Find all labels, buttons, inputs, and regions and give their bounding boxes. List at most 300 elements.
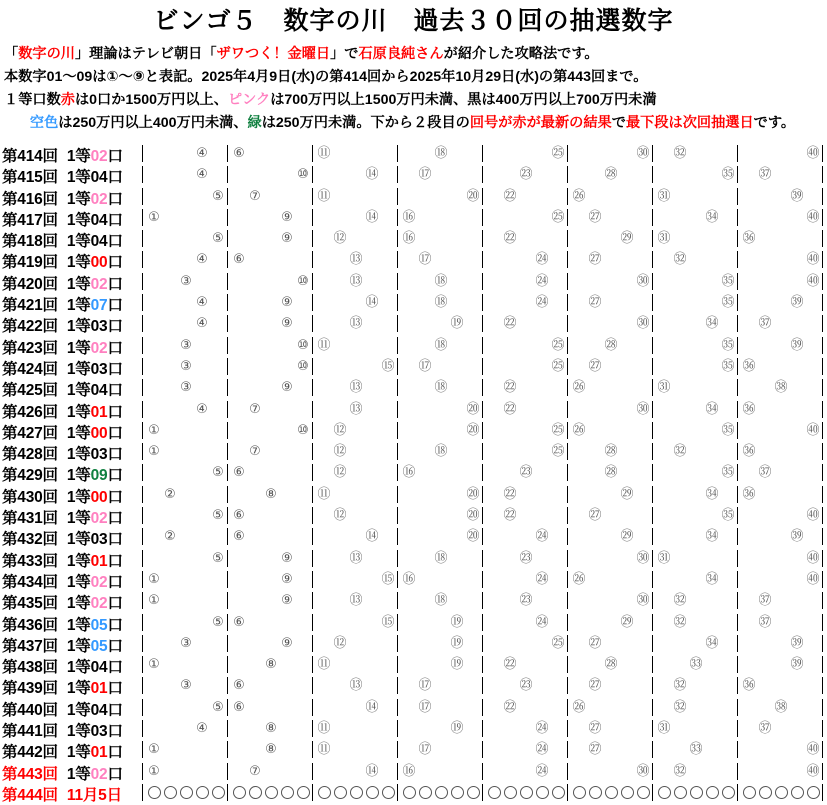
drawn-number: ⑧	[265, 657, 277, 673]
group-separator	[312, 571, 313, 588]
group-separator	[822, 507, 823, 524]
drawn-number: ㉜	[673, 146, 687, 161]
drawn-number: ⑬	[349, 401, 363, 417]
drawn-number: ⑱	[434, 295, 448, 311]
group-separator	[652, 337, 653, 354]
drawn-number: ㉛	[657, 188, 671, 204]
group-separator	[397, 230, 398, 247]
group-separator	[567, 166, 568, 183]
empty-number-circle	[265, 786, 278, 799]
group-separator	[567, 720, 568, 737]
group-separator	[567, 614, 568, 631]
group-separator	[652, 784, 653, 801]
group-separator	[737, 677, 738, 694]
drawn-number: ⑳	[466, 188, 480, 204]
number-strip	[140, 186, 827, 207]
first-prize-value: 03	[90, 318, 108, 336]
first-prize-count	[67, 400, 123, 422]
drawn-number: ㊴	[790, 188, 804, 204]
group-separator	[397, 422, 398, 439]
group-separator	[227, 720, 228, 737]
group-separator	[737, 592, 738, 609]
group-separator	[652, 763, 653, 780]
empty-number-circle	[658, 786, 671, 799]
drawn-number: ㉙	[620, 529, 634, 545]
first-prize-suffix: 口	[107, 680, 123, 698]
drawn-number: ⑥	[233, 252, 245, 268]
group-separator	[652, 614, 653, 631]
drawn-number: ㉕	[551, 337, 565, 353]
group-separator	[312, 486, 313, 503]
drawn-number: ㉒	[503, 231, 517, 247]
drawn-number: ㊲	[758, 465, 772, 481]
first-prize-count	[67, 144, 123, 166]
drawn-number: ③	[180, 678, 192, 694]
first-prize-suffix: 口	[107, 254, 123, 272]
group-separator	[227, 592, 228, 609]
drawn-number: ㉕	[551, 358, 565, 374]
group-separator	[737, 507, 738, 524]
empty-number-circle	[536, 786, 549, 799]
group-separator	[142, 251, 143, 268]
row-label	[2, 676, 140, 698]
drawn-number: ⑨	[281, 635, 293, 651]
draw-number: 第443回	[2, 765, 58, 783]
drawn-number: ㉔	[535, 529, 549, 545]
group-separator	[142, 401, 143, 418]
group-separator	[737, 784, 738, 801]
group-separator	[227, 188, 228, 205]
group-separator	[397, 486, 398, 503]
drawn-number: ⑱	[434, 380, 448, 396]
group-separator	[397, 251, 398, 268]
drawn-number: ⑩	[297, 422, 309, 438]
first-prize-prefix: 1等	[66, 233, 91, 251]
number-strip	[140, 335, 827, 356]
drawn-number: ㉟	[721, 358, 735, 374]
first-prize-count	[67, 165, 123, 187]
drawn-number: ⑪	[317, 146, 331, 161]
group-separator	[227, 358, 228, 375]
drawn-number: ⑯	[402, 571, 416, 587]
drawn-number: ㊴	[790, 529, 804, 545]
group-separator	[652, 677, 653, 694]
drawn-number: ㉖	[572, 422, 586, 438]
first-prize-value: 02	[90, 573, 108, 591]
first-prize-suffix: 口	[107, 403, 123, 421]
drawn-number: ㉝	[689, 657, 703, 673]
first-prize-value: 03	[90, 446, 108, 464]
drawn-number: ⑫	[333, 422, 347, 438]
table-row	[0, 441, 827, 462]
first-prize-value: 01	[90, 744, 108, 762]
group-separator	[142, 528, 143, 545]
note-segment: は0口か1500万円以上、	[74, 92, 228, 109]
group-separator	[142, 592, 143, 609]
number-strip	[140, 739, 827, 760]
first-prize-prefix: 1等	[66, 467, 91, 485]
drawn-number: ㉚	[636, 593, 650, 609]
first-prize-count	[67, 357, 123, 379]
group-separator	[312, 464, 313, 481]
first-prize-prefix: 1等	[66, 488, 91, 506]
group-separator	[312, 209, 313, 226]
group-separator	[312, 251, 313, 268]
group-separator	[397, 145, 398, 162]
first-prize-value: 02	[90, 190, 108, 208]
group-separator	[822, 166, 823, 183]
drawn-number: ⑪	[317, 188, 331, 204]
first-prize-value: 07	[90, 297, 108, 315]
draw-number: 第414回	[2, 148, 58, 165]
drawn-number: ㉟	[721, 422, 735, 438]
group-separator	[227, 763, 228, 780]
drawn-number: ㊵	[806, 763, 820, 779]
group-separator	[142, 763, 143, 780]
drawn-number: ㉟	[721, 337, 735, 353]
drawn-number: ⑪	[317, 486, 331, 502]
drawn-number: ⑩	[297, 337, 309, 353]
drawn-number: ⑬	[349, 550, 363, 566]
note-segment: 「	[202, 46, 217, 63]
drawn-number: ⑳	[466, 422, 480, 438]
first-prize-value: 02	[90, 595, 108, 613]
drawn-number: ㉟	[721, 295, 735, 311]
drawn-number: ㉖	[572, 571, 586, 587]
draw-number: 第422回	[2, 318, 58, 336]
row-label	[2, 144, 140, 166]
group-separator	[312, 507, 313, 524]
group-separator	[482, 337, 483, 354]
group-separator	[567, 337, 568, 354]
drawn-number: ③	[180, 273, 192, 289]
group-separator	[652, 273, 653, 290]
first-prize-count	[67, 591, 123, 613]
group-separator	[737, 635, 738, 652]
drawn-number: ㉗	[588, 295, 602, 311]
row-label	[2, 165, 140, 187]
group-separator	[397, 166, 398, 183]
group-separator	[482, 635, 483, 652]
group-separator	[397, 337, 398, 354]
drawn-number: ㉔	[535, 273, 549, 289]
first-prize-count	[67, 485, 123, 507]
drawn-number: ㉚	[636, 401, 650, 417]
table-row	[0, 569, 827, 590]
empty-number-circle	[419, 786, 432, 799]
group-separator	[737, 741, 738, 758]
first-prize-value: 04	[90, 382, 108, 400]
first-prize-value: 02	[90, 510, 108, 528]
first-prize-suffix: 口	[107, 595, 123, 613]
row-label	[2, 421, 140, 443]
empty-number-circle	[552, 786, 565, 799]
draw-number: 第424回	[2, 360, 58, 378]
group-separator	[567, 592, 568, 609]
group-separator	[142, 188, 143, 205]
row-label	[2, 549, 140, 571]
drawn-number: ㉞	[705, 635, 719, 651]
note-segment: です。	[753, 115, 796, 132]
group-separator	[737, 358, 738, 375]
group-separator	[482, 550, 483, 567]
drawn-number: ㉕	[551, 146, 565, 161]
first-prize-count	[67, 336, 123, 358]
group-separator	[397, 358, 398, 375]
note-segment: 空色	[29, 115, 59, 132]
drawn-number: ⑬	[349, 273, 363, 289]
first-prize-prefix: 1等	[66, 723, 91, 741]
drawn-number: ⑨	[281, 593, 293, 609]
first-prize-count	[67, 250, 123, 272]
row-label	[2, 293, 140, 315]
group-separator	[822, 699, 823, 716]
number-strip	[140, 718, 827, 739]
number-strip	[140, 207, 827, 228]
note-line-3	[4, 89, 821, 112]
group-separator	[227, 422, 228, 439]
next-draw-date: 11月5日	[66, 786, 122, 804]
drawn-number: ⑦	[249, 401, 261, 417]
empty-number-circle	[690, 786, 703, 799]
drawn-number: ㉛	[657, 721, 671, 737]
drawn-number: ①	[148, 657, 160, 673]
drawn-number: ㉕	[551, 635, 565, 651]
drawn-number: ㉔	[535, 721, 549, 737]
drawn-number: ⑳	[466, 529, 480, 545]
group-separator	[312, 614, 313, 631]
group-separator	[227, 315, 228, 332]
number-strip	[140, 590, 827, 611]
group-separator	[652, 166, 653, 183]
number-strip	[140, 228, 827, 249]
drawn-number: ⑨	[281, 295, 293, 311]
row-label	[2, 762, 140, 784]
group-separator	[482, 230, 483, 247]
group-separator	[822, 188, 823, 205]
group-separator	[227, 443, 228, 460]
empty-number-circle	[488, 786, 501, 799]
group-separator	[312, 145, 313, 162]
group-separator	[567, 294, 568, 311]
drawn-number: ⑪	[317, 657, 331, 673]
drawn-number: ④	[196, 252, 208, 268]
table-row	[0, 271, 827, 292]
group-separator	[567, 763, 568, 780]
drawn-number: ⑥	[233, 614, 245, 630]
group-separator	[482, 486, 483, 503]
first-prize-count	[67, 314, 123, 336]
empty-number-circle	[212, 786, 225, 799]
group-separator	[482, 273, 483, 290]
draw-number: 第436回	[2, 616, 58, 634]
row-label	[2, 463, 140, 485]
group-separator	[652, 741, 653, 758]
group-separator	[227, 550, 228, 567]
group-separator	[652, 379, 653, 396]
group-separator	[822, 251, 823, 268]
number-strip	[140, 675, 827, 696]
first-prize-prefix: 1等	[66, 360, 91, 378]
note-segment: 緑	[247, 115, 262, 132]
group-separator	[482, 699, 483, 716]
drawn-number: ⑫	[333, 508, 347, 524]
draw-number: 第433回	[2, 552, 58, 570]
group-separator	[652, 550, 653, 567]
group-separator	[567, 741, 568, 758]
group-separator	[482, 294, 483, 311]
number-strip	[140, 633, 827, 654]
drawn-number: ⑫	[333, 444, 347, 460]
group-separator	[482, 677, 483, 694]
group-separator	[567, 443, 568, 460]
drawn-number: ⑯	[402, 209, 416, 225]
group-separator	[142, 145, 143, 162]
group-separator	[652, 507, 653, 524]
drawn-number: ㉞	[705, 529, 719, 545]
empty-number-circle	[350, 786, 363, 799]
drawn-number: ㉚	[636, 550, 650, 566]
draw-number: 第428回	[2, 446, 58, 464]
draw-number: 第439回	[2, 680, 58, 698]
note-segment: が紹介した攻略法です。	[443, 46, 599, 63]
drawn-number: ⑭	[365, 167, 379, 183]
group-separator	[482, 741, 483, 758]
group-separator	[142, 443, 143, 460]
group-separator	[142, 358, 143, 375]
drawn-number: ⑤	[212, 614, 224, 630]
drawn-number: ⑨	[281, 550, 293, 566]
empty-number-circle	[281, 786, 294, 799]
drawn-number: ⑫	[333, 231, 347, 247]
drawn-number: ㊵	[806, 508, 820, 524]
table-row	[0, 612, 827, 633]
row-label	[2, 570, 140, 592]
number-strip	[140, 292, 827, 313]
empty-number-circle	[403, 786, 416, 799]
group-separator	[397, 656, 398, 673]
drawn-number: ㉙	[620, 486, 634, 502]
empty-number-circle	[573, 786, 586, 799]
drawn-number: ③	[180, 380, 192, 396]
drawn-number: ⑩	[297, 273, 309, 289]
group-separator	[737, 571, 738, 588]
first-prize-count	[67, 634, 123, 656]
empty-number-circle	[318, 786, 331, 799]
group-separator	[142, 230, 143, 247]
note-segment: ピンク	[227, 92, 271, 109]
drawn-number: ㉔	[535, 571, 549, 587]
group-separator	[312, 337, 313, 354]
drawn-number: ㉒	[503, 508, 517, 524]
first-prize-suffix: 口	[107, 552, 123, 570]
group-separator	[397, 592, 398, 609]
empty-number-circle	[451, 786, 464, 799]
group-separator	[227, 635, 228, 652]
drawn-number: ⑰	[418, 742, 432, 758]
first-prize-value: 04	[90, 211, 108, 229]
first-prize-value: 03	[90, 360, 108, 378]
group-separator	[567, 251, 568, 268]
empty-number-circle	[674, 786, 687, 799]
drawn-number: ㊵	[806, 550, 820, 566]
group-separator	[312, 784, 313, 801]
empty-number-circle	[467, 786, 480, 799]
drawn-number: ⑬	[349, 316, 363, 332]
first-prize-prefix: 1等	[66, 659, 91, 677]
group-separator	[227, 571, 228, 588]
drawn-number: ㉟	[721, 273, 735, 289]
drawn-number: ㉞	[705, 209, 719, 225]
table-row	[0, 548, 827, 569]
draw-number: 第423回	[2, 339, 58, 357]
first-prize-prefix: 1等	[66, 339, 91, 357]
drawn-number: ㉚	[636, 763, 650, 779]
drawn-number: ⑩	[297, 167, 309, 183]
table-row	[0, 697, 827, 718]
drawn-number: ⑦	[249, 188, 261, 204]
table-row	[0, 675, 827, 696]
group-separator	[822, 337, 823, 354]
drawn-number: ㉖	[572, 188, 586, 204]
draw-number: 第429回	[2, 467, 58, 485]
drawn-number: ㉗	[588, 721, 602, 737]
number-strip	[140, 505, 827, 526]
note-line-1	[4, 43, 821, 66]
number-strip	[140, 782, 827, 803]
group-separator	[312, 550, 313, 567]
first-prize-value: 00	[90, 488, 108, 506]
note-segment: ザワつく！金曜日	[216, 46, 331, 63]
group-separator	[567, 550, 568, 567]
drawn-number: ㊱	[742, 401, 756, 417]
first-prize-count	[67, 442, 123, 464]
first-prize-count	[67, 698, 123, 720]
group-separator	[822, 486, 823, 503]
group-separator	[822, 273, 823, 290]
group-separator	[567, 571, 568, 588]
draw-number: 第440回	[2, 701, 58, 719]
group-separator	[822, 294, 823, 311]
first-prize-suffix: 口	[107, 723, 123, 741]
row-label	[2, 740, 140, 762]
group-separator	[142, 635, 143, 652]
group-separator	[227, 784, 228, 801]
group-separator	[227, 251, 228, 268]
note-segment: 最下段は次回抽選日	[625, 115, 754, 132]
group-separator	[227, 379, 228, 396]
group-separator	[397, 401, 398, 418]
draw-results-grid	[0, 143, 827, 803]
group-separator	[737, 614, 738, 631]
group-separator	[227, 294, 228, 311]
drawn-number: ㉚	[636, 146, 650, 161]
group-separator	[567, 401, 568, 418]
draw-number: 第444回	[2, 786, 58, 804]
drawn-number: ⑧	[265, 486, 277, 502]
drawn-number: ㊱	[742, 231, 756, 247]
drawn-number: ①	[148, 444, 160, 460]
empty-number-circle	[164, 786, 177, 799]
drawn-number: ④	[196, 401, 208, 417]
drawn-number: ⑮	[381, 358, 395, 374]
drawn-number: ㊴	[790, 657, 804, 673]
group-separator	[737, 443, 738, 460]
group-separator	[397, 571, 398, 588]
draw-number: 第442回	[2, 744, 58, 762]
group-separator	[397, 294, 398, 311]
drawn-number: ⑪	[317, 337, 331, 353]
